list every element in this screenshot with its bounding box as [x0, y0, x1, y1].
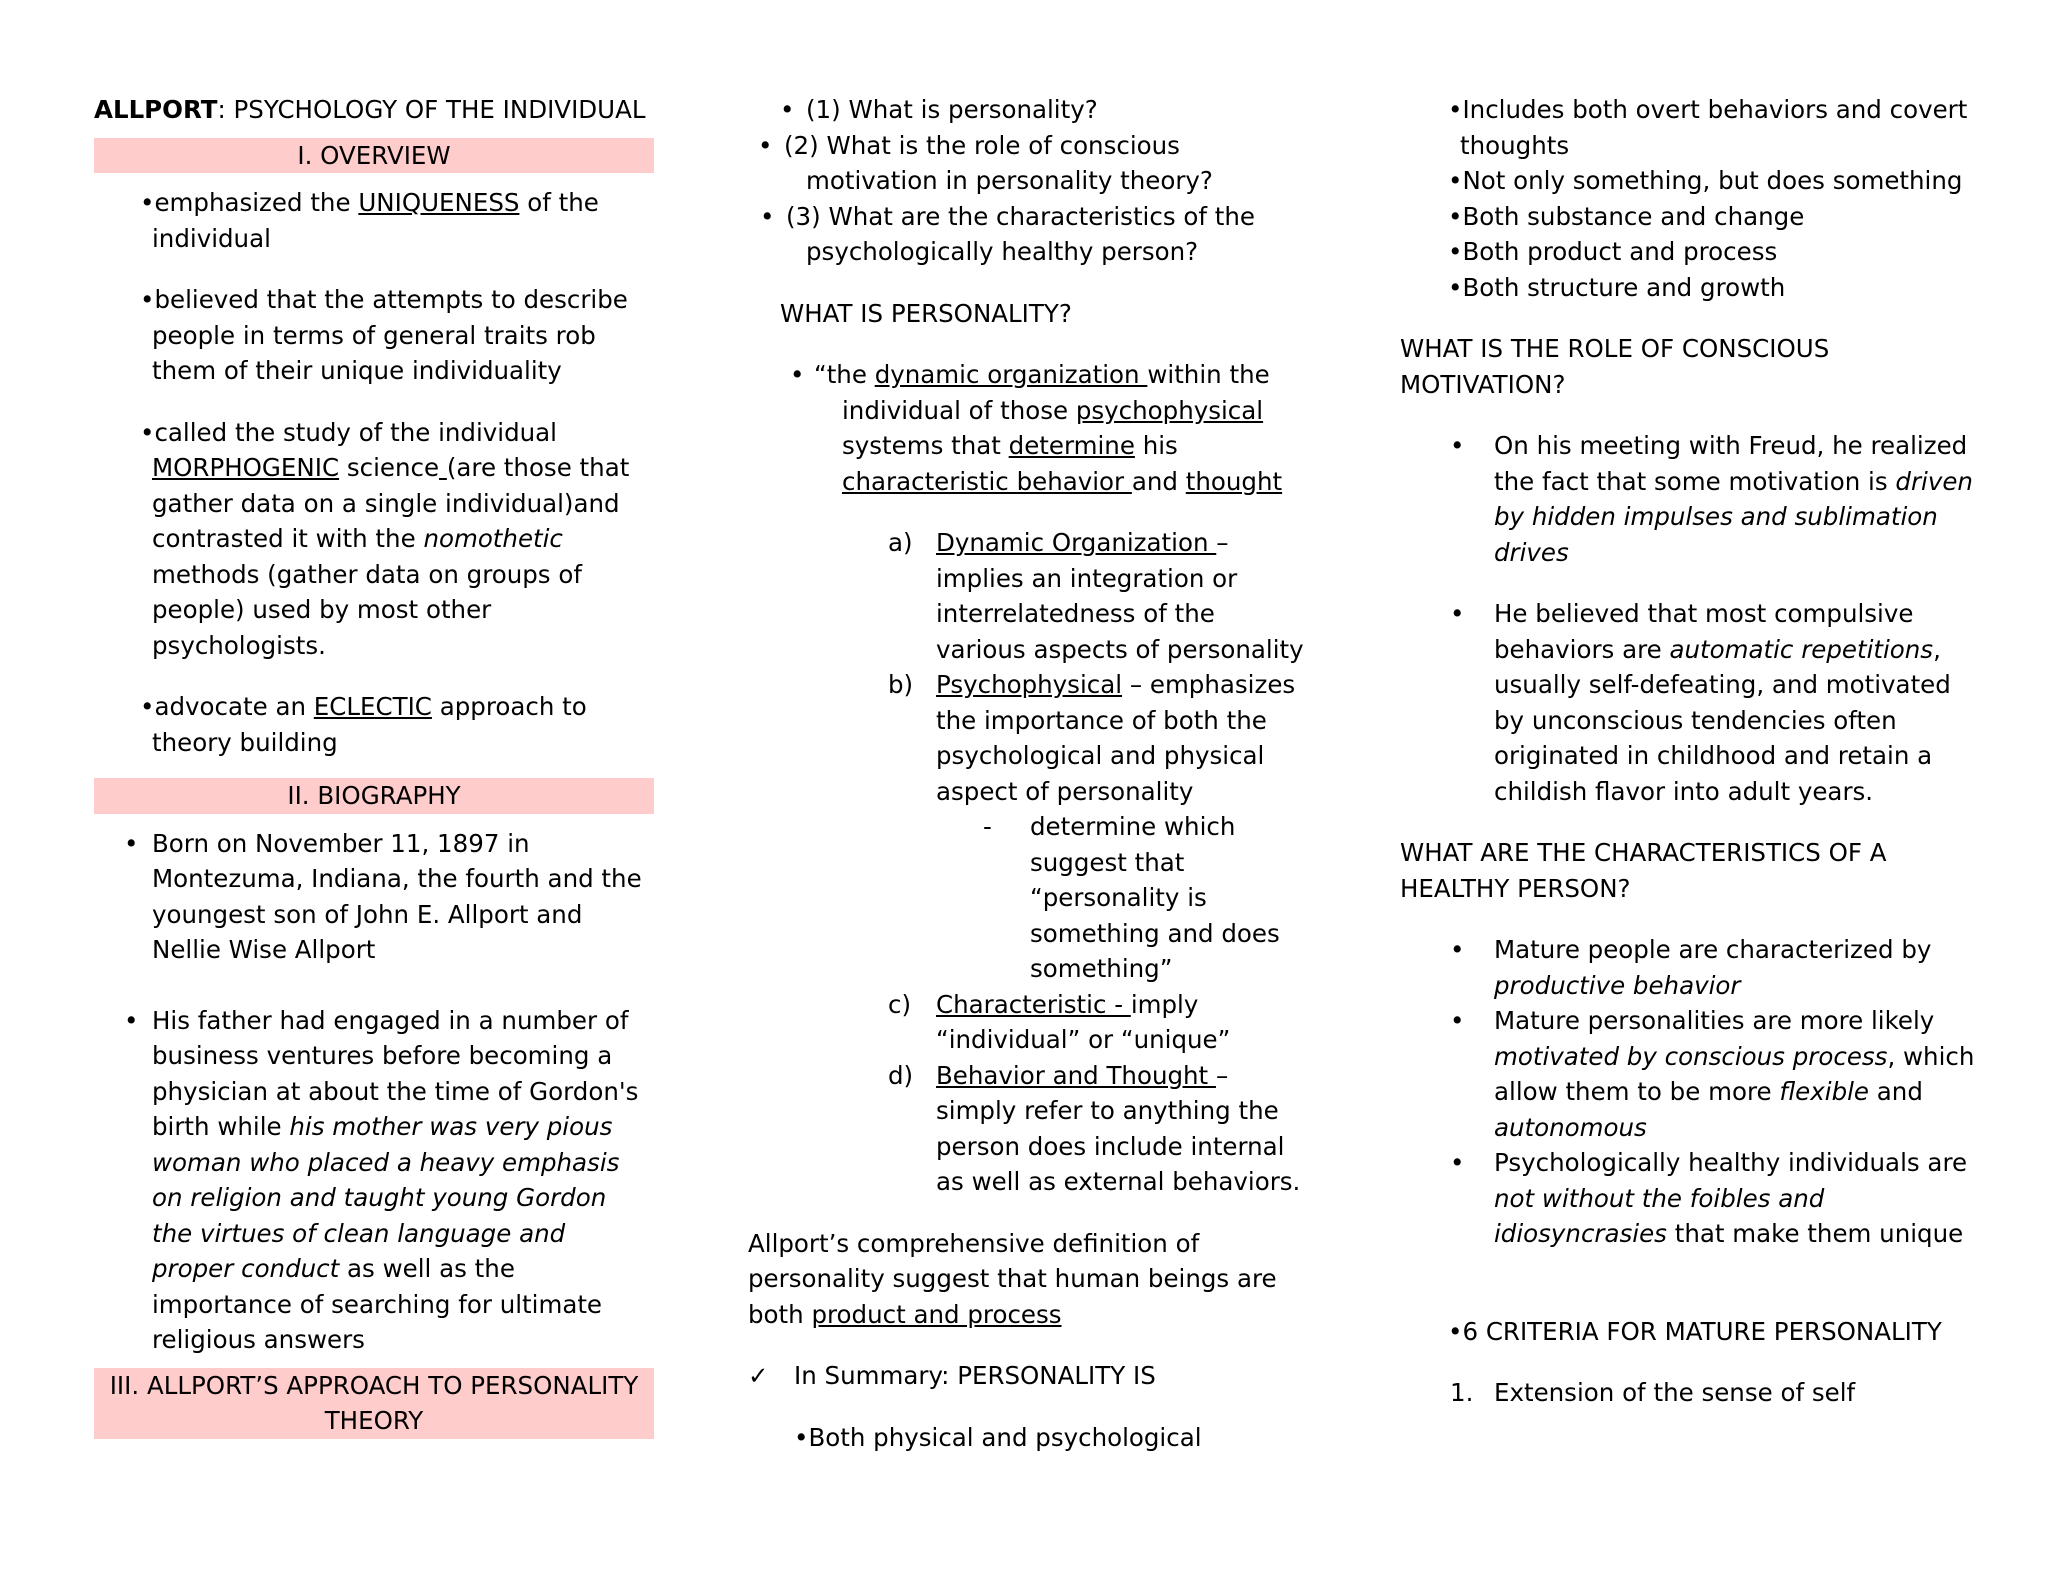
text: within the individual of those	[842, 360, 1270, 425]
list-marker: b)	[888, 670, 914, 699]
bullet-marker: •	[1450, 935, 1465, 964]
role-bullet-1	[1400, 428, 1980, 570]
text: Dynamic Organization	[936, 528, 1217, 557]
italic-text: not without the foibles and idiosyncrasies	[1494, 1183, 1825, 1248]
bullet-marker: •	[1448, 95, 1463, 124]
text: Both physical and psychological	[808, 1422, 1202, 1452]
text: methods (gather data on groups of people) used by most other psychologists.	[152, 559, 582, 660]
bullet-marker: •	[140, 417, 155, 447]
italic-text: autonomous	[1494, 1112, 1647, 1142]
question-3: • (3) What are the characteristics of the psychologically healthy person?	[760, 201, 1255, 266]
personality-definition	[748, 357, 1308, 499]
section-heading-overview: I. OVERVIEW	[94, 138, 654, 174]
question-2: • (2) What is the role of conscious motivation in personality theory?	[758, 130, 1213, 195]
summary-paragraph	[748, 1226, 1308, 1333]
bullet-marker: •	[1448, 1316, 1463, 1346]
text: advocate an	[154, 692, 314, 721]
substance-line	[1400, 199, 1980, 235]
text: systems that	[842, 431, 1009, 460]
text: believed that the attempts to describe people in terms of general traits rob them of their unique individuality	[152, 285, 628, 385]
text: of the individual	[152, 188, 599, 253]
bullet-marker: •	[1448, 166, 1463, 195]
text: , usually self-defeating, and motivated by unconscious tendencies often originated in childhood and retain a childish flavor into adult years.	[1494, 634, 1951, 806]
role-bullet-2	[1400, 596, 1980, 809]
text: Psychophysical	[936, 670, 1123, 699]
text: science	[339, 453, 440, 482]
text: emphasized the	[154, 188, 359, 217]
check-icon: ✓	[748, 1361, 769, 1390]
bullet-marker: •	[140, 188, 155, 217]
text: He believed that most compulsive behaviors are	[1494, 599, 1914, 664]
text: – implies an integration or interrelatedness of the various aspects of personality	[936, 528, 1304, 664]
text: product and process	[811, 1299, 1062, 1329]
overview-bullet-1	[94, 185, 654, 256]
text: – emphasizes the importance of both the psychological and physical aspect of personality	[936, 670, 1296, 806]
italic-text: his mother was very pious woman who placed a heavy emphasis on religion and taught young Gordon the virtues of clean language and proper conduct	[152, 1112, 620, 1283]
text: determine	[1008, 431, 1135, 460]
healthy-bullet-2	[1400, 1003, 1980, 1145]
column-1	[94, 92, 654, 1451]
structure-line	[1400, 270, 1980, 306]
text: Both substance and change	[1462, 201, 1805, 231]
text: and	[1869, 1077, 1923, 1106]
bullet-marker: •	[1450, 431, 1465, 460]
text: thought	[1185, 466, 1283, 496]
text: In Summary: PERSONALITY IS	[794, 1361, 1156, 1390]
healthy-bullet-3	[1400, 1145, 1980, 1252]
text: (2) What is the role of conscious motivation in personality theory?	[784, 130, 1213, 195]
text: “the	[814, 360, 875, 389]
text: Allport’s comprehensive definition of personality suggest that human beings are both	[748, 1228, 1277, 1329]
bullet-marker: •	[1448, 237, 1463, 266]
heading-role-of-conscious-motivation: WHAT IS THE ROLE OF CONSCIOUS MOTIVATION?	[1400, 334, 1830, 399]
criteria-item-1	[1400, 1375, 1980, 1411]
bullet-marker: •	[1450, 599, 1465, 628]
list-marker: d)	[888, 1060, 914, 1090]
product-line	[1400, 234, 1980, 270]
title-bold: ALLPORT	[94, 95, 218, 124]
both-physical-line	[748, 1420, 1308, 1456]
question-1	[748, 92, 1308, 128]
text: Both structure and growth	[1462, 272, 1786, 302]
text: dynamic organization	[874, 360, 1148, 389]
text: imply “individual” or “unique”	[936, 989, 1231, 1054]
text: His father had engaged in a number of business ventures before becoming a physician at about the time of Gordon's birth while	[152, 1005, 639, 1141]
biography-bullet-2	[94, 1003, 654, 1358]
healthy-bullet-1	[1400, 932, 1980, 1003]
italic-text: flexible	[1779, 1077, 1869, 1106]
section-heading-biography: II. BIOGRAPHY	[94, 778, 654, 814]
text: Born on November 11, 1897 in Montezuma, Indiana, the fourth and the youngest son of John E. Allport and Nellie Wise Allport	[152, 828, 642, 964]
heading-what-is-personality: WHAT IS PERSONALITY?	[780, 298, 1072, 328]
not-only-line	[1400, 163, 1980, 199]
bullet-marker: •	[1450, 1148, 1465, 1177]
text: that make them unique	[1666, 1219, 1964, 1248]
bullet-marker: •	[140, 285, 155, 314]
text: characteristic behavior	[842, 466, 1132, 496]
list-marker: c)	[888, 989, 912, 1019]
overview-bullet-4	[94, 689, 654, 760]
overview-bullet-3	[94, 415, 654, 664]
text: – simply refer to anything the person does include internal as well as external behaviors.	[936, 1060, 1301, 1196]
bullet-marker: •	[780, 95, 795, 124]
text: Extension of the sense of self	[1494, 1378, 1856, 1407]
text: Mature personalities are more likely	[1494, 1006, 1935, 1035]
column-3	[1400, 92, 1980, 1411]
text: On his meeting with Freud, he realized the fact that some motivation is	[1494, 431, 1968, 496]
text: Mature people are characterized by	[1494, 935, 1932, 964]
criteria-heading	[1400, 1314, 1980, 1350]
text: Not only something, but does something	[1462, 166, 1963, 195]
heading-characteristics-healthy-person: WHAT ARE THE CHARACTERISTICS OF A HEALTHY PERSON?	[1400, 838, 1887, 903]
item-psychophysical	[748, 667, 1308, 809]
text: (3) What are the characteristics of the psychologically healthy person?	[786, 201, 1255, 266]
item-dynamic-organization	[748, 525, 1308, 667]
bullet-marker: •	[1448, 201, 1463, 231]
italic-text: driven by hidden impulses and sublimation drives	[1494, 466, 1973, 567]
nomothetic-term: nomothetic	[423, 524, 563, 553]
in-summary-line	[748, 1358, 1308, 1394]
column-2	[748, 92, 1308, 1455]
text: psychophysical	[1075, 395, 1264, 425]
title-rest: : PSYCHOLOGY OF THE INDIVIDUAL	[217, 95, 646, 124]
bullet-marker: •	[1450, 1006, 1465, 1035]
text: 6 CRITERIA FOR MATURE PERSONALITY	[1462, 1316, 1942, 1346]
text: approach to theory building	[152, 692, 587, 757]
item-characteristic	[748, 987, 1308, 1058]
text: called the study of the individual	[154, 417, 557, 447]
eclectic-term: ECLECTIC	[313, 692, 432, 721]
uniqueness-term: UNIQUENESS	[358, 188, 520, 217]
item-determine	[748, 809, 1308, 987]
text: (1) What is personality?	[806, 95, 1098, 124]
text	[439, 453, 447, 482]
italic-text: automatic repetitions	[1669, 634, 1934, 664]
morphogenic-term: MORPHOGENIC	[152, 453, 340, 482]
text: and	[1131, 466, 1186, 496]
italic-text: productive behavior	[1494, 970, 1741, 1000]
text: determine which suggest that “personality is something and does something”	[1030, 812, 1280, 983]
bullet-marker: •	[140, 692, 155, 721]
text: Includes both overt behaviors and covert thoughts	[1460, 95, 1968, 160]
biography-bullet-1	[94, 826, 654, 968]
bullet-marker: •	[124, 828, 139, 858]
text: Both product and process	[1462, 237, 1778, 266]
text: his	[1134, 431, 1178, 460]
bullet-marker: •	[124, 1005, 139, 1035]
page-title	[94, 92, 654, 128]
list-marker: a)	[888, 528, 913, 557]
text: Behavior and Thought	[936, 1060, 1216, 1090]
bullet-marker: •	[790, 360, 805, 389]
text: Characteristic -	[936, 989, 1131, 1019]
text: Psychologically healthy individuals are	[1494, 1148, 1968, 1177]
text: , which allow them to be more	[1494, 1041, 1975, 1106]
bullet-marker: •	[794, 1422, 809, 1452]
italic-text: motivated by conscious process	[1494, 1041, 1888, 1071]
text: as well as the importance of searching for ultimate religious answers	[152, 1254, 603, 1354]
item-behavior-thought	[748, 1058, 1308, 1200]
text: (are those that gather data on a single individual)and contrasted it with the	[152, 453, 630, 553]
bullet-marker: •	[1448, 272, 1463, 302]
section-heading-approach: III. ALLPORT’S APPROACH TO PERSONALITY THEORY	[94, 1368, 654, 1439]
includes-line	[1400, 92, 1980, 163]
overview-bullet-2	[94, 282, 654, 389]
dash-marker: -	[983, 812, 992, 841]
list-marker: 1.	[1450, 1378, 1474, 1407]
